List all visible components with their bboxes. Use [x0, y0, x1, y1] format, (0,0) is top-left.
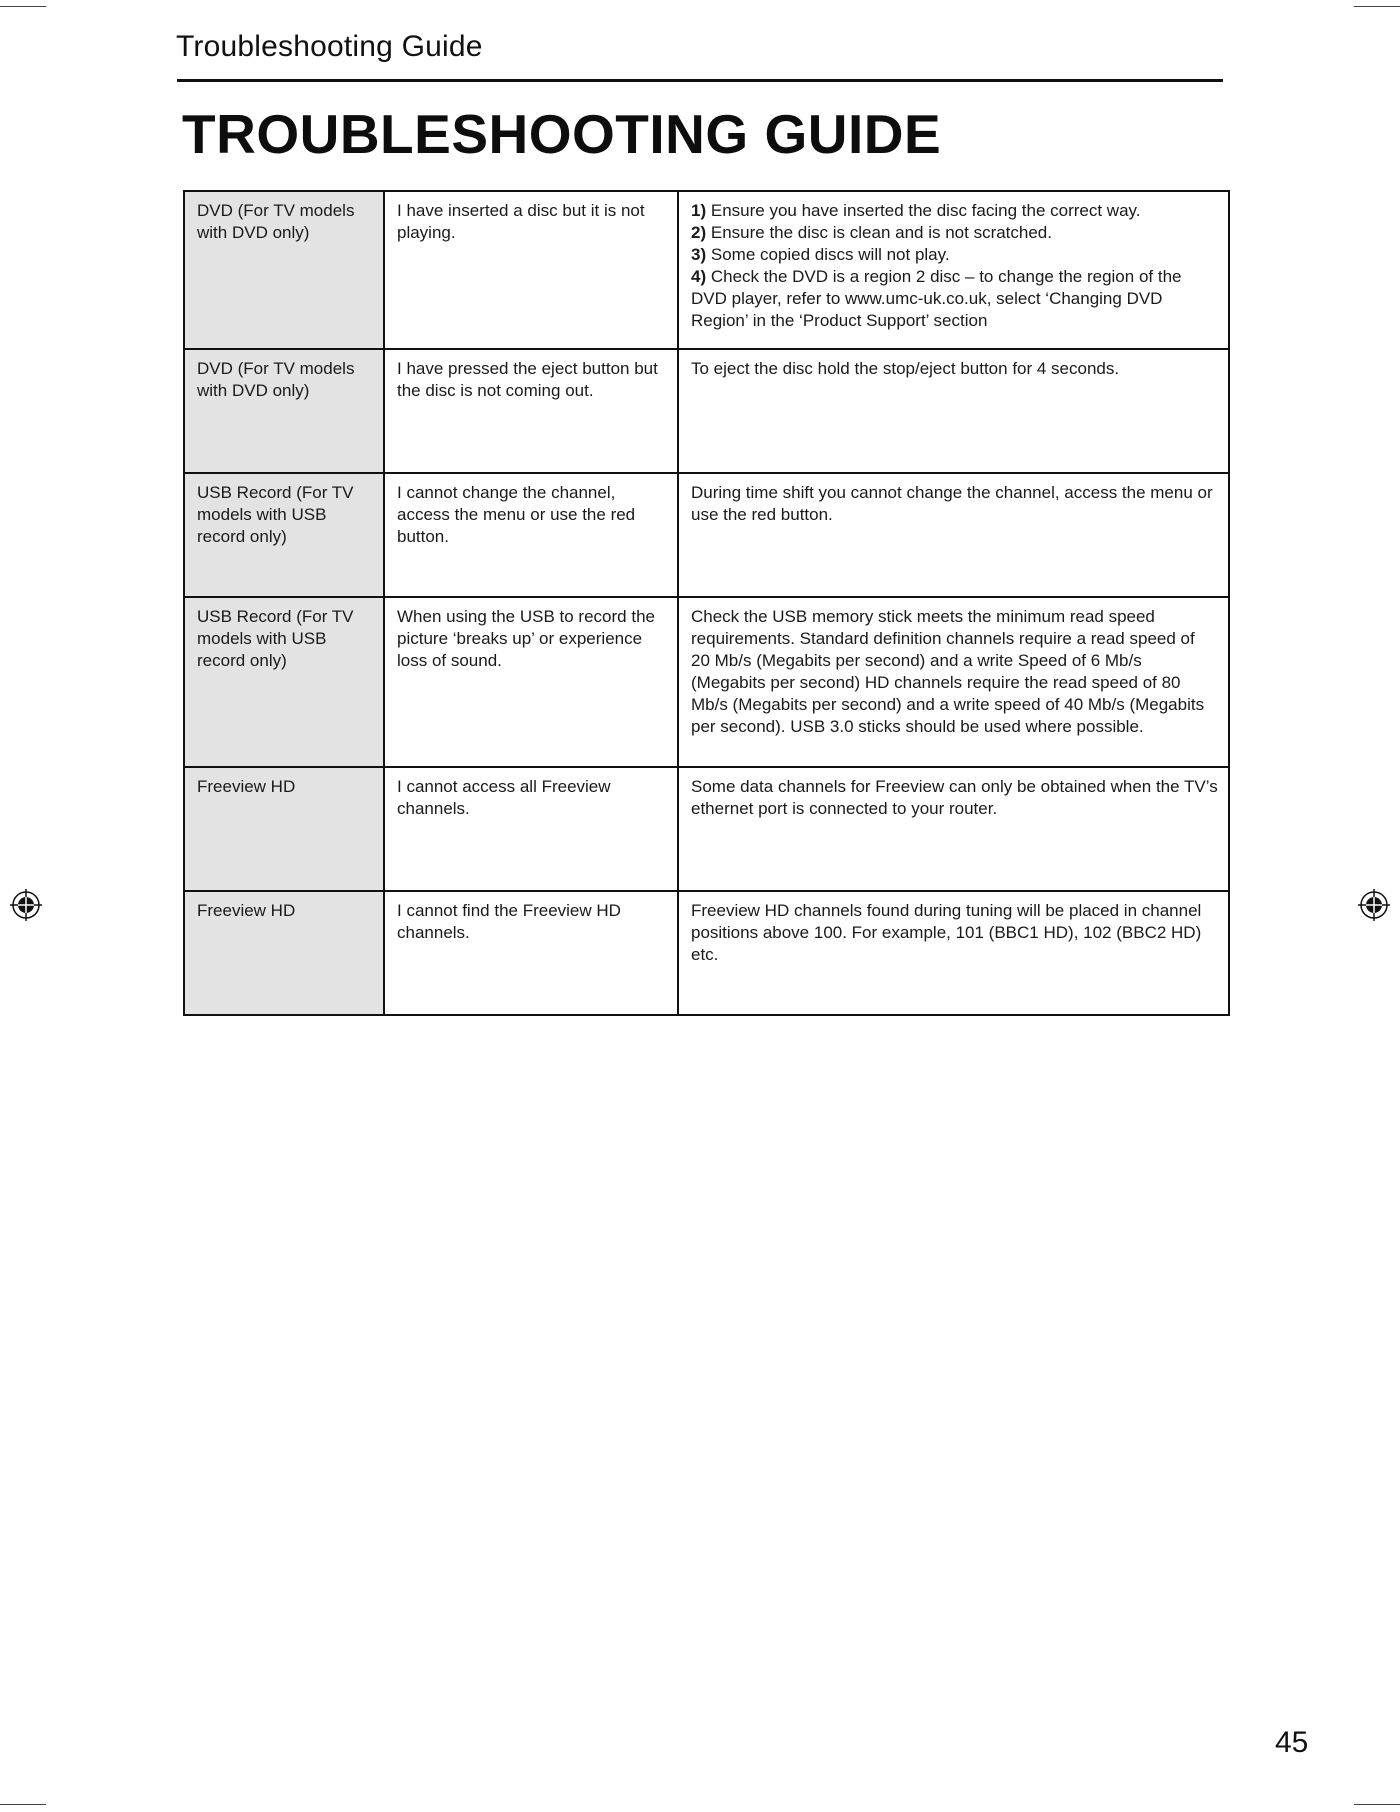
- troubleshooting-table: [183, 190, 1230, 1016]
- page-title: TROUBLESHOOTING GUIDE: [182, 103, 942, 165]
- registration-mark-icon: [10, 889, 42, 921]
- solution-step: [691, 244, 1218, 266]
- solution-step: [691, 222, 1218, 244]
- step-text: Some copied discs will not play.: [710, 245, 950, 264]
- category-cell: DVD (For TV models with DVD only): [184, 349, 384, 473]
- solution-cell: To eject the disc hold the stop/eject button for 4 seconds.: [678, 349, 1229, 473]
- step-text: Check the DVD is a region 2 disc – to change the region of the DVD player, refer to www.umc-uk.co.uk, select ‘Changing DVD Region’ in the ‘Product Support’ section: [691, 267, 1182, 330]
- solution-step: [691, 266, 1218, 332]
- category-cell: Freeview HD: [184, 767, 384, 891]
- solution-cell: Some data channels for Freeview can only be obtained when the TV’s ethernet port is connected to your router.: [678, 767, 1229, 891]
- step-number: 2): [691, 223, 707, 242]
- step-text: Ensure the disc is clean and is not scratched.: [710, 223, 1052, 242]
- solution-cell: During time shift you cannot change the channel, access the menu or use the red button.: [678, 473, 1229, 597]
- solution-cell: Check the USB memory stick meets the minimum read speed requirements. Standard definition channels require a read speed of 20 Mb/s (Megabits per second) and a write Speed of 6 Mb/s (Megabits per second) HD channels require the read speed of 80 Mb/s (Megabits per second) and a write speed of 40 Mb/s (Megabits per second). USB 3.0 sticks should be used where possible.: [678, 597, 1229, 767]
- crop-mark-top-left: [0, 6, 46, 7]
- problem-cell: I have pressed the eject button but the disc is not coming out.: [384, 349, 678, 473]
- solution-cell: [678, 191, 1229, 349]
- problem-cell: I cannot change the channel, access the menu or use the red button.: [384, 473, 678, 597]
- registration-mark-icon: [1358, 889, 1390, 921]
- table-row: [184, 891, 1229, 1015]
- solution-step: [691, 200, 1218, 222]
- table-row: [184, 767, 1229, 891]
- category-cell: USB Record (For TV models with USB record only): [184, 597, 384, 767]
- step-text: Ensure you have inserted the disc facing the correct way.: [710, 201, 1141, 220]
- header-rule: [177, 79, 1223, 82]
- page-number: 45: [1275, 1726, 1309, 1759]
- solution-cell: Freeview HD channels found during tuning will be placed in channel positions above 100. For example, 101 (BBC1 HD), 102 (BBC2 HD) etc.: [678, 891, 1229, 1015]
- table-row: [184, 473, 1229, 597]
- category-cell: USB Record (For TV models with USB record only): [184, 473, 384, 597]
- crop-mark-bottom-right: [1354, 1804, 1400, 1805]
- table-row: [184, 597, 1229, 767]
- problem-cell: I cannot access all Freeview channels.: [384, 767, 678, 891]
- crop-mark-bottom-left: [0, 1804, 46, 1805]
- table-row: [184, 191, 1229, 349]
- running-header: Troubleshooting Guide: [176, 30, 483, 63]
- problem-cell: I cannot find the Freeview HD channels.: [384, 891, 678, 1015]
- problem-cell: When using the USB to record the picture ‘breaks up’ or experience loss of sound.: [384, 597, 678, 767]
- crop-mark-top-right: [1354, 6, 1400, 7]
- step-number: 3): [691, 245, 707, 264]
- table-row: [184, 349, 1229, 473]
- problem-cell: I have inserted a disc but it is not playing.: [384, 191, 678, 349]
- category-cell: Freeview HD: [184, 891, 384, 1015]
- step-number: 4): [691, 267, 707, 286]
- category-cell: DVD (For TV models with DVD only): [184, 191, 384, 349]
- step-number: 1): [691, 201, 707, 220]
